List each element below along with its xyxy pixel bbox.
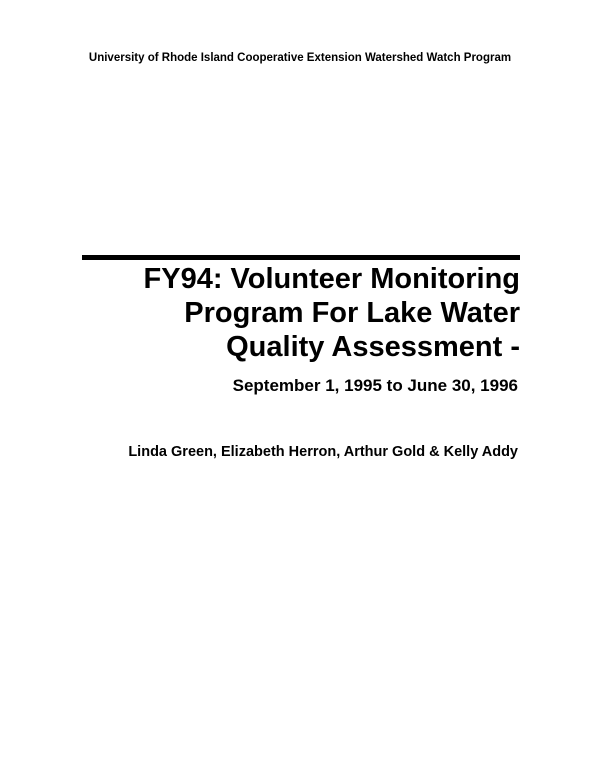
authors: Linda Green, Elizabeth Herron, Arthur Gold & Kelly Addy <box>128 444 518 460</box>
date-range: September 1, 1995 to June 30, 1996 <box>232 376 518 395</box>
title-line-1: FY94: Volunteer Monitoring <box>143 263 520 295</box>
title-line-3: Quality Assessment - <box>226 331 520 363</box>
title-divider <box>82 255 520 260</box>
program-header: University of Rhode Island Cooperative Extension Watershed Watch Program <box>88 52 512 64</box>
title-line-2: Program For Lake Water <box>184 297 520 329</box>
document-title <box>80 262 520 364</box>
